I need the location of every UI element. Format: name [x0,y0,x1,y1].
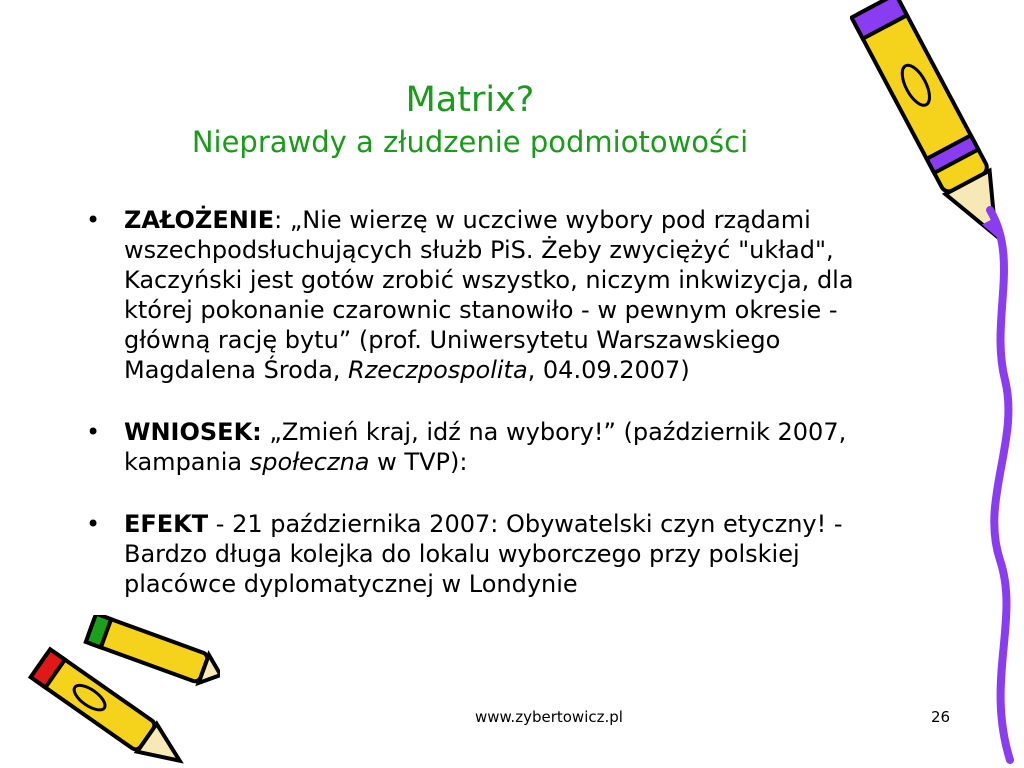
slide-subtitle: Nieprawdy a złudzenie podmiotowości [191,125,749,159]
bullet-lead: EFEKT [124,510,209,538]
slide-title: Matrix? [405,80,535,120]
bullet-marker: • [86,510,101,538]
bullet-lead: ZAŁOŻENIE [124,206,275,234]
bullet-item-wniosek [86,417,906,477]
slide-title-block [0,78,940,162]
bullet-text-end: w TVP): [369,448,468,476]
bullet-item-zalozenie [86,205,906,385]
page-number: 26 [931,708,951,726]
bullet-text: : „Nie wierzę w uczciwe wybory pod rządami wszechpodsłuchujących służb PiS. Żeby zwyciężyć "układ", Kaczyński jest gotów zrobić wszystko, niczym inkwizycja, dla której pokonanie czarownic stanowiło - w pewnym okresie - główną rację bytu” (prof. Uniwersytetu Warszawskiego Magdalena Środa, [124,206,854,384]
bullet-text: „Zmień kraj, idź na wybory!” (październik 2007, kampania [124,418,847,476]
bullet-marker: • [86,418,101,446]
bullet-lead: WNIOSEK: [124,418,262,446]
bullet-item-efekt [86,509,906,599]
crayons-clipart-bottom [0,615,220,768]
bullet-list [86,205,906,631]
bullet-text: - 21 października 2007: Obywatelski czyn etyczny! - Bardzo długa kolejka do lokalu wyborczego przy polskiej placówce dyplomatycznej w Londynie [124,510,843,598]
bullet-text-end: , 04.09.2007) [527,356,690,384]
bullet-italic-text: Rzeczpospolita [348,356,528,384]
bullet-italic-text: społeczna [249,448,370,476]
bullet-marker: • [86,206,101,234]
footer-url: www.zybertowicz.pl [475,708,623,726]
crayon-line-decoration [950,200,1024,768]
